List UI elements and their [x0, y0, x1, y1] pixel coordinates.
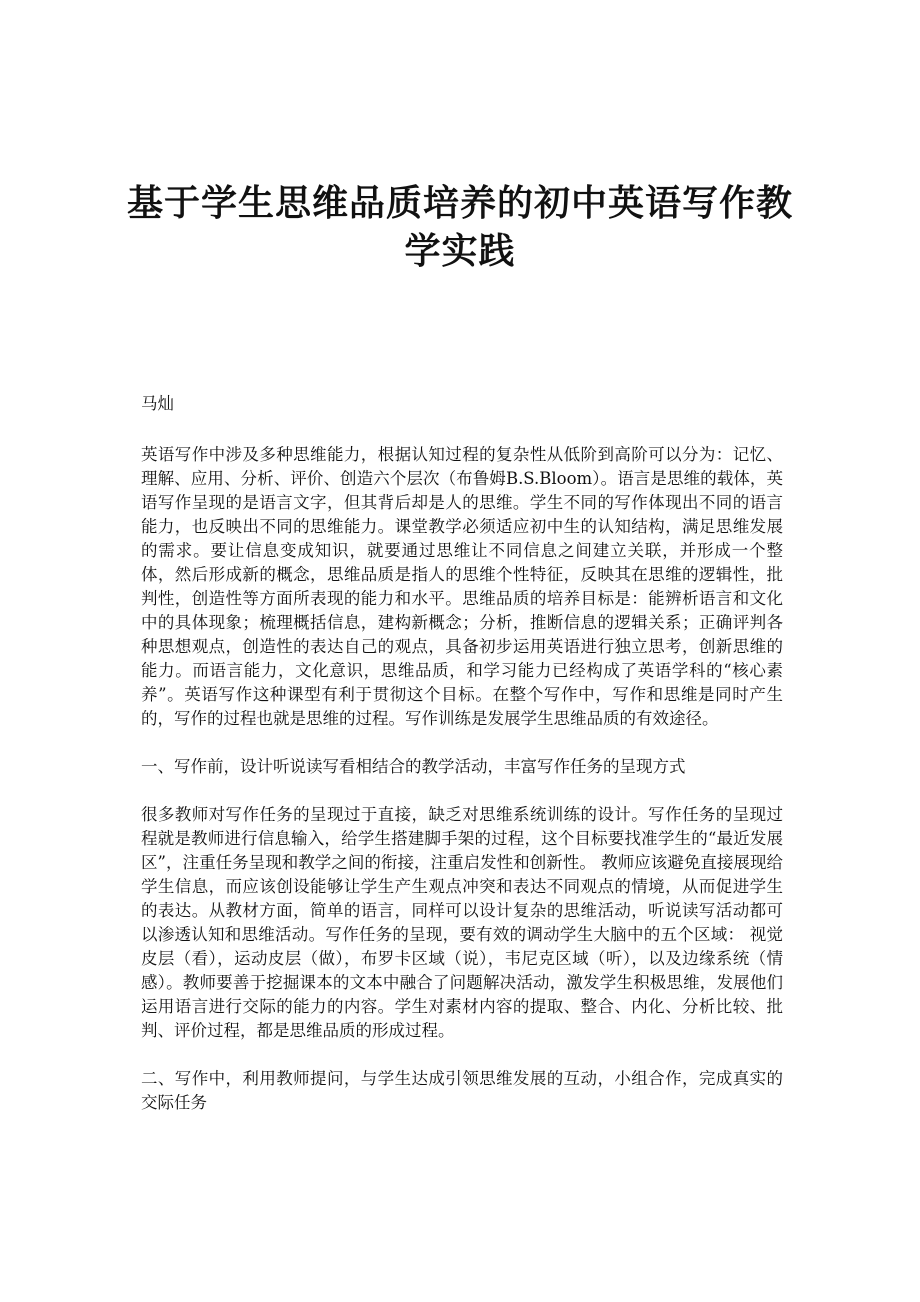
section-heading-1: 一、写作前，设计听说读写看相结合的教学活动，丰富写作任务的呈现方式: [141, 757, 686, 776]
intro-paragraph: 英语写作中涉及多种思维能力，根据认知过程的复杂性从低阶到高阶可以分为：记忆、理解、应用、分析、评价、创造六个层次（布鲁姆B.S.Bloom）。语言是思维的载体，英语写作呈现的是语言文字，但其背后却是人的思维。学生不同的写作体现出不同的语言能力，也反映出不同的思维能力。课堂教学必须适应初中生的认知结构，满足思维发展的需求。要让信息变成知识，就要通过思维让不同信息之间建立关联，并形成一个整体，然后形成新的概念，思维品质是指人的思维个性特征，反映其在思维的逻辑性，批判性，创造性等方面所表现的能力和水平。思维品质的培养目标是：能辨析语言和文化中的具体现象；梳理概括信息，建构新概念；分析，推断信息的逻辑关系；正确评判各种思想观点，创造性的表达自己的观点，具备初步运用英语进行独立思考，创新思维的能力。而语言能力，文化意识，思维品质，和学习能力已经构成了英语学科的“核心素养”。英语写作这种课型有利于贯彻这个目标。在整个写作中，写作和思维是同时产生的，写作的过程也就是思维的过程。写作训练是发展学生思维品质的有效途径。: [141, 445, 783, 728]
document-body: [141, 392, 783, 1139]
section-1-paragraph: 很多教师对写作任务的呈现过于直接，缺乏对思维系统训练的设计。写作任务的呈现过程就是教师进行信息输入，给学生搭建脚手架的过程，这个目标要找准学生的“最近发展区”，注重任务呈现和教学之间的衔接，注重启发性和创新性。 教师应该避免直接展现给学生信息，而应该创设能够让学生产生观点冲突和表达不同观点的情境，从而促进学生的表达。从教材方面，简单的语言，同样可以设计复杂的思维活动，听说读写活动都可以渗透认知和思维活动。写作任务的呈现，要有效的调动学生大脑中的五个区域： 视觉皮层（看），运动皮层（做），布罗卡区域（说），韦尼克区域（听），以及边缘系统（情感）。教师要善于挖掘课本的文本中融合了问题解决活动，激发学生积极思维，发展他们运用语言进行交际的能力的内容。学生对素材内容的提取、整合、内化、分析比较、批判、评价过程，都是思维品质的形成过程。: [141, 805, 783, 1040]
section-heading-2: 二、写作中，利用教师提问，与学生达成引领思维发展的互动，小组合作，完成真实的交际任务: [141, 1069, 783, 1112]
document-title: 基于学生思维品质培养的初中英语写作教学实践: [126, 183, 793, 272]
author-name: 马灿: [141, 394, 174, 413]
